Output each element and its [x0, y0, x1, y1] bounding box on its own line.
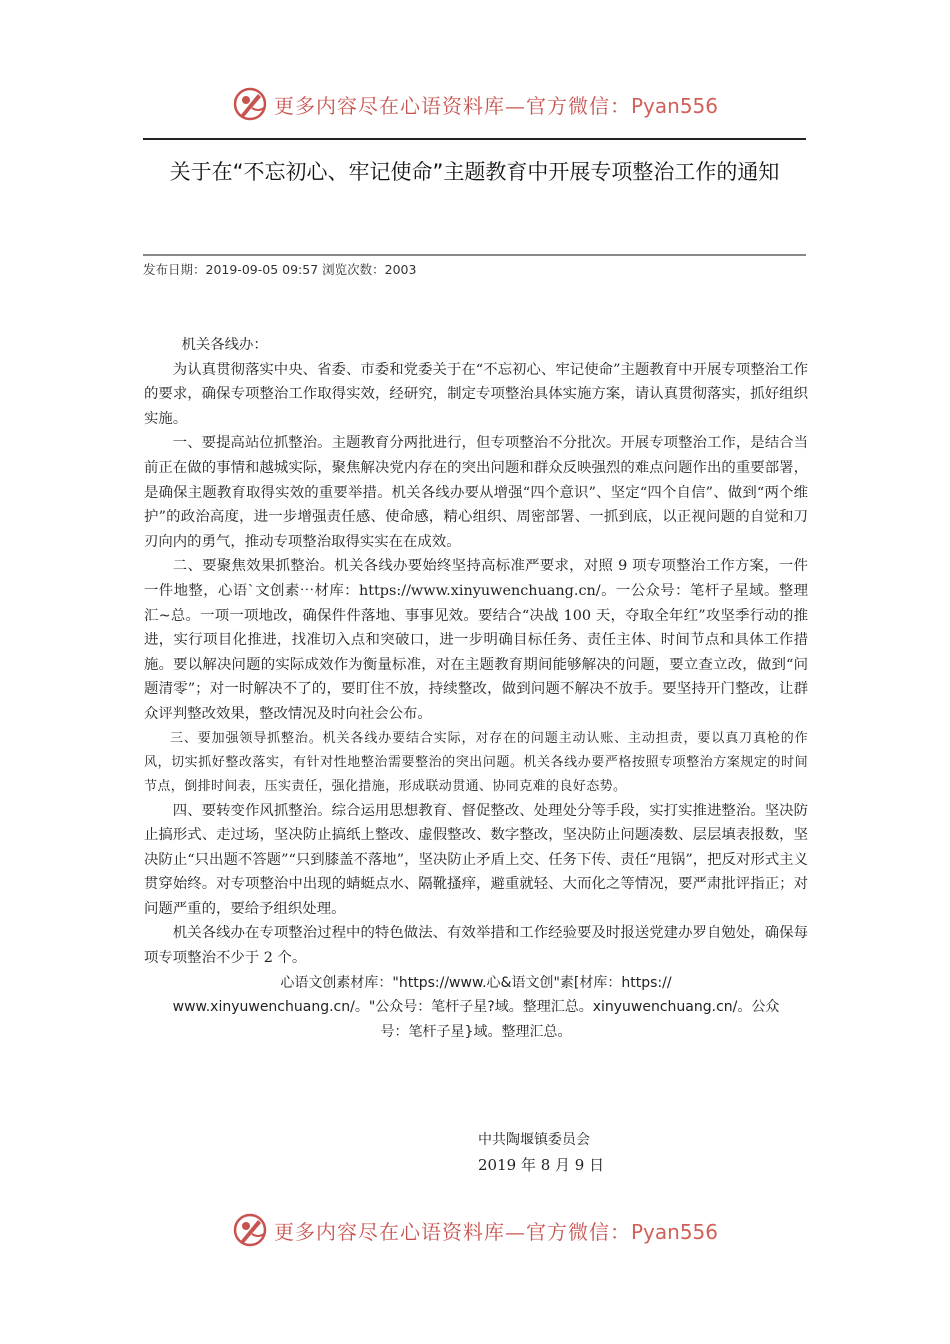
paragraph-4: 四、要转变作风抓整治。综合运用思想教育、督促整改、处理处分等手段，实打实推进整治。坚决防止搞形式、走过场，坚决防止搞纸上整改、虚假整改、数字整改，坚决防止问题凑数、层层填表报数，坚决防止“只出题不答题”“只到膝盖不落地”，坚决防止矛盾上交、任务下传、责任“甩锅”，把反对形式主义贯穿始终。对专项整治中出现的蜻蜓点水、隔靴搔痒，避重就轻、大而化之等情况，要严肃批评指正；对问题严重的，要给予组织处理。	[144, 802, 808, 917]
signature-block	[478, 1128, 604, 1178]
banner-text: 更多内容尽在心语资料库—官方微信：Pyan556	[273, 93, 718, 118]
paragraph-2: 二、要聚焦效果抓整治。机关各线办要始终坚持高标准严要求，对照 9 项专项整治工作方案，一件一件地整，心语`文创素⋯材库：https://www.xinyuwenchuang.cn/。一公众号：笔杆子星域。整理汇~总。一项一项地改，确保件件落地、事事见效。要结合“决战 100 天，夺取全年红”攻坚季行动的推进，实行项目化推进，找准切入点和突破口，进一步明确目标任务、责任主体、时间节点和具体工作措施。要以解决问题的实际成效作为衡量标准，对在主题教育期间能够解决的问题，要立查立改，做到“问题清零”；对一时解决不了的，要盯住不放，持续整改，做到问题不解决不放手。要坚持开门整改，让群众评判整改效果，整改情况及时向社会公布。	[144, 558, 808, 722]
banner-handle: Pyan556	[630, 1219, 718, 1244]
paragraph-5: 机关各线办在专项整治过程中的特色做法、有效举措和工作经验要及时报送党建办罗自勉处，确保每项专项整治不少于 2 个。	[144, 925, 808, 967]
signature-date: 2019 年 8 月 9 日	[478, 1156, 605, 1174]
signature-org: 中共陶堰镇委员会	[478, 1132, 590, 1148]
document-title: 关于在“不忘初心、牢记使命”主题教育中开展专项整治工作的通知	[169, 160, 780, 184]
source-note-line-2: www.xinyuwenchuang.cn/。"公众号：笔杆子星?域。整理汇总。xinyuwenchuang.cn/。公众	[172, 999, 780, 1016]
title-top-rule	[143, 138, 806, 140]
publish-meta: 发布日期：2019-09-05 09:57 浏览次数：2003	[143, 262, 417, 277]
salutation: 机关各线办：	[181, 337, 268, 353]
header-banner	[0, 84, 950, 124]
banner-text: 更多内容尽在心语资料库—官方微信：Pyan556	[273, 1219, 718, 1244]
source-note-line-3: 号：笔杆子星}域。整理汇总。	[380, 1023, 572, 1040]
banner-handle: Pyan556	[630, 93, 718, 118]
paragraph-3: 三、要加强领导抓整治。机关各线办要结合实际，对存在的问题主动认账、主动担责，要以真刀真枪的作风，切实抓好整改落实，有针对性地整治需要整治的突出问题。机关各线办要严格按照专项整治方案规定的时间节点，倒排时间表，压实责任，强化措施，形成联动贯通、协同克难的良好态势。	[144, 730, 808, 794]
footer-banner	[0, 1210, 950, 1250]
title-bottom-rule	[143, 254, 806, 256]
document-body	[144, 333, 808, 1044]
paragraph-1: 一、要提高站位抓整治。主题教育分两批进行，但专项整治不分批次。开展专项整治工作，是结合当前正在做的事情和越城实际，聚焦解决党内存在的突出问题和群众反映强烈的难点问题作出的重要部署，是确保主题教育取得实效的重要举措。机关各线办要从增强“四个意识”、坚定“四个自信”、做到“两个维护”的政治高度，进一步增强责任感、使命感，精心组织、周密部署、一抓到底，以正视问题的自觉和刀刃向内的勇气，推动专项整治取得实实在在成效。	[144, 435, 808, 550]
brush-logo-icon	[232, 86, 268, 122]
intro-paragraph: 为认真贯彻落实中央、省委、市委和党委关于在“不忘初心、牢记使命”主题教育中开展专项整治工作的要求，确保专项整治工作取得实效，经研究，制定专项整治具体实施方案，请认真贯彻落实，抓好组织实施。	[144, 361, 808, 427]
brush-logo-icon	[232, 1212, 268, 1248]
source-note-line-1: 心语文创素材库："https://www.心&语文创"素[材库：https://	[280, 974, 672, 991]
